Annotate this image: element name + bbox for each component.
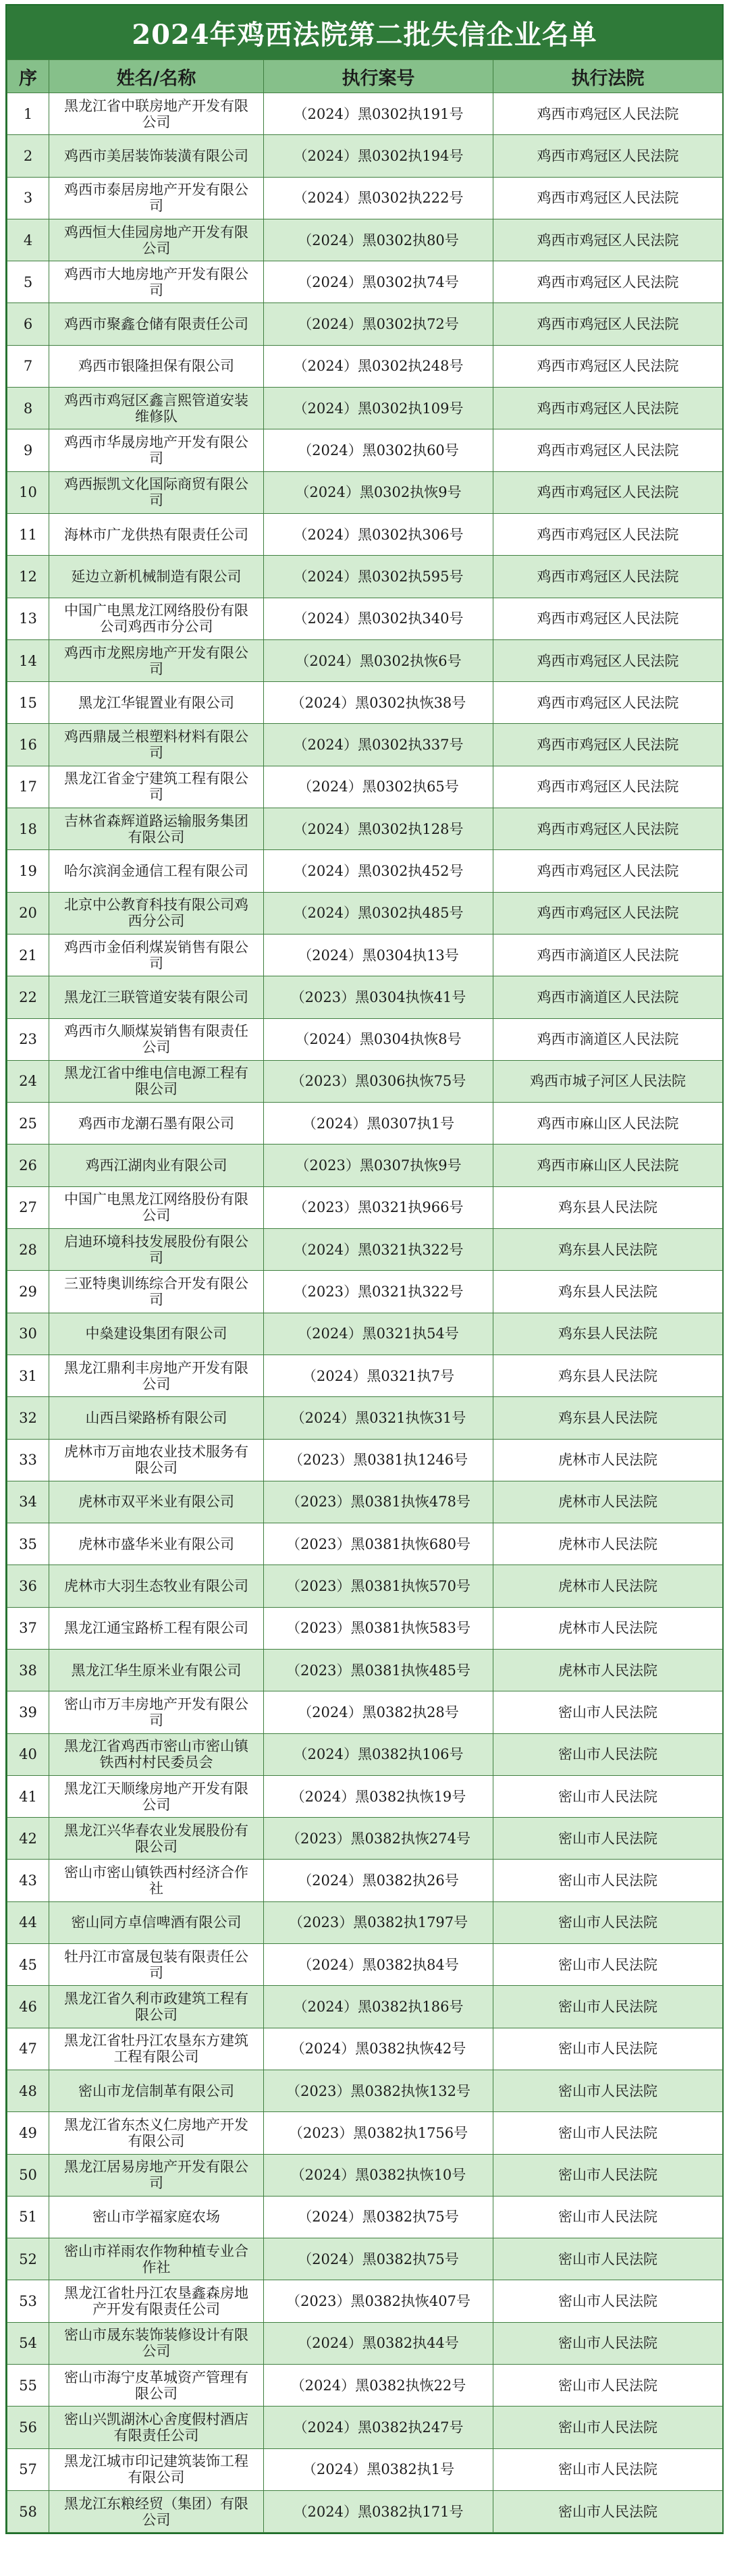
table-row — [7, 1103, 723, 1145]
table-row — [7, 976, 723, 1018]
row-index: 42 — [7, 1818, 49, 1860]
row-index: 44 — [7, 1901, 49, 1943]
table-row — [7, 2407, 723, 2448]
enterprise-name: 黑龙江省东杰义仁房地产开发有限公司 — [49, 2112, 264, 2154]
table-row — [7, 2196, 723, 2238]
enterprise-name: 黑龙江省金宁建筑工程有限公司 — [49, 766, 264, 808]
table-row — [7, 1565, 723, 1607]
row-index: 56 — [7, 2407, 49, 2448]
case-number: （2023）黑0382执恢132号 — [264, 2070, 493, 2111]
blacklist-document — [5, 4, 724, 2534]
row-index: 58 — [7, 2490, 49, 2532]
row-index: 28 — [7, 1229, 49, 1271]
court-name: 鸡西市鸡冠区人民法院 — [493, 93, 723, 135]
enterprise-name: 密山市龙信制革有限公司 — [49, 2070, 264, 2111]
court-name: 密山市人民法院 — [493, 2448, 723, 2490]
case-number: （2023）黑0381执恢485号 — [264, 1649, 493, 1691]
row-index: 33 — [7, 1439, 49, 1481]
court-name: 鸡西市鸡冠区人民法院 — [493, 850, 723, 892]
row-index: 52 — [7, 2238, 49, 2280]
court-name: 密山市人民法院 — [493, 2112, 723, 2154]
row-index: 30 — [7, 1313, 49, 1355]
table-header-row — [7, 60, 723, 93]
table-row — [7, 1313, 723, 1355]
row-index: 45 — [7, 1944, 49, 1986]
enterprise-name: 黑龙江省久利市政建筑工程有限公司 — [49, 1986, 264, 2028]
table-row — [7, 2070, 723, 2111]
enterprise-name: 黑龙江省牡丹江农垦东方建筑工程有限公司 — [49, 2028, 264, 2070]
enterprise-name: 黑龙江三联管道安装有限公司 — [49, 976, 264, 1018]
enterprise-name: 山西吕梁路桥有限公司 — [49, 1397, 264, 1439]
table-row — [7, 1691, 723, 1733]
table-row — [7, 219, 723, 261]
court-name: 鸡东县人民法院 — [493, 1397, 723, 1439]
court-name: 密山市人民法院 — [493, 1775, 723, 1817]
court-name: 鸡西市麻山区人民法院 — [493, 1145, 723, 1186]
case-number: （2024）黑0382执26号 — [264, 1860, 493, 1901]
case-number: （2024）黑0382执247号 — [264, 2407, 493, 2448]
court-name: 鸡西市鸡冠区人民法院 — [493, 303, 723, 345]
table-row — [7, 2448, 723, 2490]
case-number: （2024）黑0302执340号 — [264, 598, 493, 639]
enterprise-name: 鸡西市久顺煤炭销售有限责任公司 — [49, 1018, 264, 1060]
row-index: 3 — [7, 177, 49, 219]
court-name: 密山市人民法院 — [493, 1901, 723, 1943]
enterprise-name: 黑龙江省中维电信电源工程有限公司 — [49, 1060, 264, 1102]
table-row — [7, 345, 723, 387]
row-index: 29 — [7, 1271, 49, 1313]
court-name: 鸡东县人民法院 — [493, 1313, 723, 1355]
court-name: 密山市人民法院 — [493, 2280, 723, 2322]
enterprise-name: 黑龙江省牡丹江农垦鑫森房地产开发有限责任公司 — [49, 2280, 264, 2322]
case-number: （2024）黑0382执106号 — [264, 1733, 493, 1775]
row-index: 53 — [7, 2280, 49, 2322]
court-name: 密山市人民法院 — [493, 2196, 723, 2238]
case-number: （2023）黑0304执恢41号 — [264, 976, 493, 1018]
table-row — [7, 177, 723, 219]
table-row — [7, 471, 723, 513]
court-name: 鸡西市滴道区人民法院 — [493, 1018, 723, 1060]
row-index: 46 — [7, 1986, 49, 2028]
row-index: 47 — [7, 2028, 49, 2070]
court-name: 密山市人民法院 — [493, 1733, 723, 1775]
enterprise-name: 密山市祥雨农作物种植专业合作社 — [49, 2238, 264, 2280]
enterprise-name: 黑龙江天顺缘房地产开发有限公司 — [49, 1775, 264, 1817]
table-row — [7, 1986, 723, 2028]
enterprise-name: 吉林省森辉道路运输服务集团有限公司 — [49, 808, 264, 850]
enterprise-name: 鸡西市美居装饰装潢有限公司 — [49, 135, 264, 177]
row-index: 2 — [7, 135, 49, 177]
table-row — [7, 1355, 723, 1396]
row-index: 8 — [7, 388, 49, 429]
table-row — [7, 1818, 723, 1860]
enterprise-name: 鸡西市聚鑫仓储有限责任公司 — [49, 303, 264, 345]
case-number: （2024）黑0382执84号 — [264, 1944, 493, 1986]
court-name: 密山市人民法院 — [493, 2407, 723, 2448]
enterprise-name: 鸡西市银隆担保有限公司 — [49, 345, 264, 387]
row-index: 25 — [7, 1103, 49, 1145]
court-name: 鸡西市鸡冠区人民法院 — [493, 261, 723, 303]
table-row — [7, 1649, 723, 1691]
enterprise-name: 密山市学福家庭农场 — [49, 2196, 264, 2238]
case-number: （2024）黑0302执128号 — [264, 808, 493, 850]
court-name: 鸡西市城子河区人民法院 — [493, 1060, 723, 1102]
table-row — [7, 1439, 723, 1481]
case-number: （2024）黑0302执595号 — [264, 556, 493, 598]
table-row — [7, 639, 723, 681]
case-number: （2024）黑0302执191号 — [264, 93, 493, 135]
court-name: 虎林市人民法院 — [493, 1607, 723, 1649]
table-row — [7, 598, 723, 639]
row-index: 26 — [7, 1145, 49, 1186]
row-index: 16 — [7, 724, 49, 766]
case-number: （2024）黑0382执恢19号 — [264, 1775, 493, 1817]
enterprise-name: 鸡西江湖肉业有限公司 — [49, 1145, 264, 1186]
table-row — [7, 808, 723, 850]
case-number: （2024）黑0382执恢22号 — [264, 2365, 493, 2407]
court-name: 鸡东县人民法院 — [493, 1186, 723, 1228]
row-index: 39 — [7, 1691, 49, 1733]
court-name: 密山市人民法院 — [493, 1944, 723, 1986]
court-name: 鸡西市鸡冠区人民法院 — [493, 219, 723, 261]
case-number: （2024）黑0302执248号 — [264, 345, 493, 387]
case-number: （2024）黑0302执恢9号 — [264, 471, 493, 513]
row-index: 54 — [7, 2322, 49, 2364]
table-row — [7, 1860, 723, 1901]
enterprise-name: 虎林市万亩地农业技术服务有限公司 — [49, 1439, 264, 1481]
row-index: 36 — [7, 1565, 49, 1607]
case-number: （2024）黑0302执恢38号 — [264, 682, 493, 724]
case-number: （2023）黑0307执恢9号 — [264, 1145, 493, 1186]
case-number: （2023）黑0382执恢407号 — [264, 2280, 493, 2322]
row-index: 13 — [7, 598, 49, 639]
court-name: 鸡西市鸡冠区人民法院 — [493, 135, 723, 177]
table-row — [7, 850, 723, 892]
row-index: 10 — [7, 471, 49, 513]
table-row — [7, 2154, 723, 2196]
table-row — [7, 2490, 723, 2532]
row-index: 37 — [7, 1607, 49, 1649]
row-index: 32 — [7, 1397, 49, 1439]
case-number: （2024）黑0382执171号 — [264, 2490, 493, 2532]
court-name: 鸡西市鸡冠区人民法院 — [493, 471, 723, 513]
row-index: 23 — [7, 1018, 49, 1060]
enterprise-name: 虎林市双平米业有限公司 — [49, 1481, 264, 1523]
table-row — [7, 1775, 723, 1817]
enterprise-name: 鸡西鼎晟兰根塑料材料有限公司 — [49, 724, 264, 766]
court-name: 鸡西市麻山区人民法院 — [493, 1103, 723, 1145]
court-name: 鸡西市鸡冠区人民法院 — [493, 513, 723, 555]
case-number: （2024）黑0302执194号 — [264, 135, 493, 177]
court-name: 鸡西市鸡冠区人民法院 — [493, 556, 723, 598]
case-number: （2024）黑0302执337号 — [264, 724, 493, 766]
court-name: 鸡西市鸡冠区人民法院 — [493, 892, 723, 934]
court-name: 密山市人民法院 — [493, 2490, 723, 2532]
table-row — [7, 1271, 723, 1313]
table-row — [7, 556, 723, 598]
table-row — [7, 1397, 723, 1439]
row-index: 11 — [7, 513, 49, 555]
court-name: 鸡西市滴道区人民法院 — [493, 934, 723, 976]
enterprise-name: 鸡西恒大佳园房地产开发有限公司 — [49, 219, 264, 261]
case-number: （2024）黑0304执恢8号 — [264, 1018, 493, 1060]
row-index: 35 — [7, 1523, 49, 1565]
enterprise-name: 牡丹江市富晟包装有限责任公司 — [49, 1944, 264, 1986]
case-number: （2024）黑0382执恢42号 — [264, 2028, 493, 2070]
enterprise-name: 黑龙江省鸡西市密山市密山镇铁西村村民委员会 — [49, 1733, 264, 1775]
row-index: 9 — [7, 429, 49, 471]
court-name: 鸡西市鸡冠区人民法院 — [493, 388, 723, 429]
enterprise-name: 虎林市大羽生态牧业有限公司 — [49, 1565, 264, 1607]
enterprise-name: 黑龙江华锟置业有限公司 — [49, 682, 264, 724]
table-row — [7, 1901, 723, 1943]
court-name: 鸡东县人民法院 — [493, 1355, 723, 1396]
enterprise-name: 海林市广龙供热有限责任公司 — [49, 513, 264, 555]
enterprise-name: 密山兴凯湖沐心舍度假村酒店有限责任公司 — [49, 2407, 264, 2448]
case-number: （2023）黑0381执恢583号 — [264, 1607, 493, 1649]
table-row — [7, 682, 723, 724]
court-name: 密山市人民法院 — [493, 1986, 723, 2028]
header-index: 序 — [7, 60, 49, 93]
header-case-number: 执行案号 — [264, 60, 493, 93]
court-name: 鸡东县人民法院 — [493, 1271, 723, 1313]
case-number: （2024）黑0302执65号 — [264, 766, 493, 808]
case-number: （2024）黑0382执1号 — [264, 2448, 493, 2490]
table-row — [7, 261, 723, 303]
table-row — [7, 1523, 723, 1565]
court-name: 密山市人民法院 — [493, 2238, 723, 2280]
enterprise-name: 中国广电黑龙江网络股份有限公司鸡西市分公司 — [49, 598, 264, 639]
row-index: 49 — [7, 2112, 49, 2154]
header-court: 执行法院 — [493, 60, 723, 93]
enterprise-name: 三亚特奥训练综合开发有限公司 — [49, 1271, 264, 1313]
row-index: 38 — [7, 1649, 49, 1691]
table-row — [7, 892, 723, 934]
case-number: （2024）黑0302执109号 — [264, 388, 493, 429]
case-number: （2024）黑0321执恢31号 — [264, 1397, 493, 1439]
row-index: 14 — [7, 639, 49, 681]
case-number: （2024）黑0302执222号 — [264, 177, 493, 219]
row-index: 18 — [7, 808, 49, 850]
enterprise-name: 密山市晟东装饰装修设计有限公司 — [49, 2322, 264, 2364]
page-title: 2024年鸡西法院第二批失信企业名单 — [7, 5, 722, 59]
court-name: 鸡西市鸡冠区人民法院 — [493, 682, 723, 724]
court-name: 密山市人民法院 — [493, 2070, 723, 2111]
row-index: 19 — [7, 850, 49, 892]
enterprise-name: 黑龙江城市印记建筑装饰工程有限公司 — [49, 2448, 264, 2490]
table-row — [7, 135, 723, 177]
table-row — [7, 2238, 723, 2280]
table-body — [7, 93, 723, 2533]
case-number: （2024）黑0302执80号 — [264, 219, 493, 261]
court-name: 密山市人民法院 — [493, 2028, 723, 2070]
court-name: 鸡西市鸡冠区人民法院 — [493, 429, 723, 471]
table-row — [7, 1229, 723, 1271]
court-name: 鸡西市鸡冠区人民法院 — [493, 345, 723, 387]
enterprise-name: 密山市密山镇铁西村经济合作社 — [49, 1860, 264, 1901]
court-name: 鸡西市滴道区人民法院 — [493, 976, 723, 1018]
case-number: （2024）黑0302执60号 — [264, 429, 493, 471]
row-index: 22 — [7, 976, 49, 1018]
row-index: 48 — [7, 2070, 49, 2111]
court-name: 鸡东县人民法院 — [493, 1229, 723, 1271]
enterprise-name: 黑龙江省中联房地产开发有限公司 — [49, 93, 264, 135]
row-index: 1 — [7, 93, 49, 135]
case-number: （2024）黑0302执452号 — [264, 850, 493, 892]
court-name: 密山市人民法院 — [493, 1860, 723, 1901]
enterprise-name: 中燊建设集团有限公司 — [49, 1313, 264, 1355]
table-row — [7, 2365, 723, 2407]
court-name: 虎林市人民法院 — [493, 1439, 723, 1481]
case-number: （2024）黑0302执74号 — [264, 261, 493, 303]
row-index: 6 — [7, 303, 49, 345]
court-name: 密山市人民法院 — [493, 1818, 723, 1860]
court-name: 密山市人民法院 — [493, 1691, 723, 1733]
case-number: （2023）黑0382执1756号 — [264, 2112, 493, 2154]
case-number: （2024）黑0382执恢10号 — [264, 2154, 493, 2196]
table-row — [7, 1733, 723, 1775]
enterprise-name: 黑龙江通宝路桥工程有限公司 — [49, 1607, 264, 1649]
court-name: 鸡西市鸡冠区人民法院 — [493, 724, 723, 766]
enterprise-name: 虎林市盛华米业有限公司 — [49, 1523, 264, 1565]
row-index: 55 — [7, 2365, 49, 2407]
enterprise-name: 黑龙江兴华春农业发展股份有限公司 — [49, 1818, 264, 1860]
court-name: 虎林市人民法院 — [493, 1565, 723, 1607]
court-name: 密山市人民法院 — [493, 2322, 723, 2364]
court-name: 密山市人民法院 — [493, 2365, 723, 2407]
table-row — [7, 724, 723, 766]
row-index: 20 — [7, 892, 49, 934]
enterprise-name: 鸡西市泰居房地产开发有限公司 — [49, 177, 264, 219]
row-index: 40 — [7, 1733, 49, 1775]
table-row — [7, 2112, 723, 2154]
enterprise-name: 黑龙江鼎利丰房地产开发有限公司 — [49, 1355, 264, 1396]
enterprise-name: 密山市万丰房地产开发有限公司 — [49, 1691, 264, 1733]
case-number: （2024）黑0307执1号 — [264, 1103, 493, 1145]
table-row — [7, 1145, 723, 1186]
case-number: （2024）黑0302执恢6号 — [264, 639, 493, 681]
case-number: （2023）黑0382执1797号 — [264, 1901, 493, 1943]
row-index: 15 — [7, 682, 49, 724]
header-name: 姓名/名称 — [49, 60, 264, 93]
case-number: （2024）黑0304执13号 — [264, 934, 493, 976]
enterprise-name: 延边立新机械制造有限公司 — [49, 556, 264, 598]
table-row — [7, 934, 723, 976]
case-number: （2023）黑0321执966号 — [264, 1186, 493, 1228]
court-name: 虎林市人民法院 — [493, 1523, 723, 1565]
row-index: 5 — [7, 261, 49, 303]
table-row — [7, 388, 723, 429]
row-index: 21 — [7, 934, 49, 976]
enterprise-name: 鸡西振凯文化国际商贸有限公司 — [49, 471, 264, 513]
table-row — [7, 1481, 723, 1523]
table-row — [7, 1186, 723, 1228]
table-row — [7, 766, 723, 808]
table-row — [7, 1060, 723, 1102]
case-number: （2023）黑0381执1246号 — [264, 1439, 493, 1481]
enterprise-name: 鸡西市大地房地产开发有限公司 — [49, 261, 264, 303]
table-row — [7, 303, 723, 345]
enterprise-name: 北京中公教育科技有限公司鸡西分公司 — [49, 892, 264, 934]
court-name: 密山市人民法院 — [493, 2154, 723, 2196]
row-index: 51 — [7, 2196, 49, 2238]
row-index: 24 — [7, 1060, 49, 1102]
table-row — [7, 93, 723, 135]
enterprise-name: 启迪环境科技发展股份有限公司 — [49, 1229, 264, 1271]
court-name: 虎林市人民法院 — [493, 1481, 723, 1523]
case-number: （2024）黑0302执72号 — [264, 303, 493, 345]
row-index: 7 — [7, 345, 49, 387]
table-row — [7, 513, 723, 555]
enterprise-name: 鸡西市龙潮石墨有限公司 — [49, 1103, 264, 1145]
enterprise-name: 鸡西市鸡冠区鑫言熙管道安装维修队 — [49, 388, 264, 429]
case-number: （2024）黑0321执54号 — [264, 1313, 493, 1355]
court-name: 鸡西市鸡冠区人民法院 — [493, 598, 723, 639]
case-number: （2023）黑0381执恢478号 — [264, 1481, 493, 1523]
court-name: 鸡西市鸡冠区人民法院 — [493, 808, 723, 850]
row-index: 41 — [7, 1775, 49, 1817]
case-number: （2023）黑0306执恢75号 — [264, 1060, 493, 1102]
table-row — [7, 1607, 723, 1649]
enterprise-name: 密山市海宁皮革城资产管理有限公司 — [49, 2365, 264, 2407]
table-row — [7, 2280, 723, 2322]
case-number: （2024）黑0302执306号 — [264, 513, 493, 555]
table-row — [7, 1944, 723, 1986]
enterprise-name: 中国广电黑龙江网络股份有限公司 — [49, 1186, 264, 1228]
court-name: 鸡西市鸡冠区人民法院 — [493, 766, 723, 808]
row-index: 31 — [7, 1355, 49, 1396]
case-number: （2024）黑0382执75号 — [264, 2238, 493, 2280]
case-number: （2023）黑0381执恢680号 — [264, 1523, 493, 1565]
case-number: （2023）黑0382执恢274号 — [264, 1818, 493, 1860]
row-index: 4 — [7, 219, 49, 261]
case-number: （2024）黑0321执322号 — [264, 1229, 493, 1271]
enterprise-name: 鸡西市金佰利煤炭销售有限公司 — [49, 934, 264, 976]
court-name: 鸡西市鸡冠区人民法院 — [493, 177, 723, 219]
case-number: （2024）黑0382执186号 — [264, 1986, 493, 2028]
enterprise-name: 黑龙江居易房地产开发有限公司 — [49, 2154, 264, 2196]
enterprise-name: 黑龙江华生原米业有限公司 — [49, 1649, 264, 1691]
table-row — [7, 2028, 723, 2070]
case-number: （2023）黑0381执恢570号 — [264, 1565, 493, 1607]
enterprise-name: 鸡西市华晟房地产开发有限公司 — [49, 429, 264, 471]
table-row — [7, 2322, 723, 2364]
case-number: （2024）黑0302执485号 — [264, 892, 493, 934]
case-number: （2023）黑0321执322号 — [264, 1271, 493, 1313]
court-name: 鸡西市鸡冠区人民法院 — [493, 639, 723, 681]
court-name: 虎林市人民法院 — [493, 1649, 723, 1691]
row-index: 50 — [7, 2154, 49, 2196]
case-number: （2024）黑0382执28号 — [264, 1691, 493, 1733]
row-index: 43 — [7, 1860, 49, 1901]
row-index: 57 — [7, 2448, 49, 2490]
row-index: 27 — [7, 1186, 49, 1228]
table-row — [7, 429, 723, 471]
enterprise-name: 密山同方卓信啤酒有限公司 — [49, 1901, 264, 1943]
case-number: （2024）黑0382执75号 — [264, 2196, 493, 2238]
case-number: （2024）黑0382执44号 — [264, 2322, 493, 2364]
row-index: 12 — [7, 556, 49, 598]
row-index: 34 — [7, 1481, 49, 1523]
enterprise-name: 黑龙江东粮经贸（集团）有限公司 — [49, 2490, 264, 2532]
enterprise-name: 鸡西市龙熙房地产开发有限公司 — [49, 639, 264, 681]
table-row — [7, 1018, 723, 1060]
enterprise-table — [7, 59, 723, 2533]
enterprise-name: 哈尔滨润金通信工程有限公司 — [49, 850, 264, 892]
row-index: 17 — [7, 766, 49, 808]
case-number: （2024）黑0321执7号 — [264, 1355, 493, 1396]
